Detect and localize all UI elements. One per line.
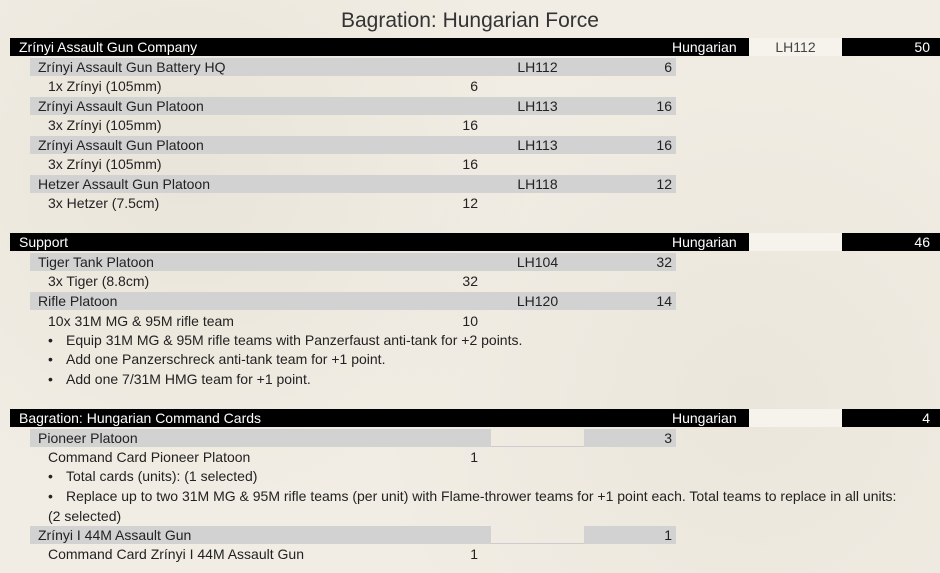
item-row: [48, 155, 478, 173]
unit-points: 16: [656, 98, 672, 114]
unit-points: 3: [664, 430, 672, 446]
section-code: [749, 233, 842, 251]
unit-points: 32: [656, 254, 672, 270]
item-points: 12: [462, 195, 478, 211]
unit-name: Zrínyi Assault Gun Platoon: [38, 98, 204, 114]
bullet-glyph: •: [48, 332, 53, 348]
item-name: Command Card Pioneer Platoon: [48, 449, 251, 465]
item-points: 1: [470, 449, 478, 465]
section-nation: Hungarian: [672, 234, 737, 250]
section-name: Zrínyi Assault Gun Company: [19, 39, 198, 55]
option-text: Equip 31M MG & 95M rifle teams with Panzerfaust anti-tank for +2 points.: [66, 332, 523, 348]
unit-points: 14: [656, 293, 672, 309]
item-points: 16: [462, 117, 478, 133]
option-text: Add one Panzerschreck anti-tank team for +1 point.: [66, 351, 386, 367]
unit-name: Tiger Tank Platoon: [38, 254, 154, 270]
item-row: [48, 116, 478, 134]
section-nation: Hungarian: [672, 410, 737, 426]
unit-name: Pioneer Platoon: [38, 430, 138, 446]
section-header-zrinyi-company[interactable]: [10, 38, 940, 56]
item-name: 3x Zrínyi (105mm): [48, 156, 162, 172]
item-points: 10: [462, 313, 478, 329]
option-text: Total cards (units): (1 selected): [66, 468, 258, 484]
unit-points: 12: [656, 176, 672, 192]
unit-name: Rifle Platoon: [38, 293, 118, 309]
item-name: Command Card Zrínyi I 44M Assault Gun: [48, 546, 304, 562]
item-row: [48, 272, 478, 290]
item-row: [48, 312, 478, 330]
page-title: Bagration: Hungarian Force: [341, 9, 599, 32]
option-bullet[interactable]: [48, 350, 908, 370]
item-points: 1: [470, 546, 478, 562]
unit-name: Zrínyi I 44M Assault Gun: [38, 527, 192, 543]
item-row: [48, 545, 478, 563]
item-row: [48, 77, 478, 95]
unit-points: 1: [664, 527, 672, 543]
item-name: 10x 31M MG & 95M rifle team: [48, 313, 234, 329]
bullet-glyph: •: [48, 351, 53, 367]
unit-points: 16: [656, 137, 672, 153]
option-bullet[interactable]: [48, 370, 908, 390]
unit-code: LH118: [491, 175, 584, 193]
section-code: [749, 409, 842, 427]
item-points: 16: [462, 156, 478, 172]
section-points: 46: [914, 234, 930, 250]
section-header-command-cards[interactable]: [10, 409, 940, 427]
item-row: [48, 448, 478, 466]
unit-points: 6: [664, 59, 672, 75]
unit-name: Zrínyi Assault Gun Battery HQ: [38, 59, 226, 75]
unit-code: LH104: [491, 253, 584, 271]
section-header-support[interactable]: [10, 233, 940, 251]
bullet-glyph: •: [48, 488, 53, 504]
option-bullet[interactable]: [48, 487, 908, 526]
option-text: Replace up to two 31M MG & 95M rifle teams (per unit) with Flame-thrower teams for +1 point each. Total teams to replace in all units: (2 selected): [48, 488, 897, 524]
unit-code: LH113: [491, 97, 584, 115]
unit-code: LH113: [491, 136, 584, 154]
section-name: Bagration: Hungarian Command Cards: [19, 410, 262, 426]
section-points: 4: [922, 410, 930, 426]
section-nation: Hungarian: [672, 39, 737, 55]
section-name: Support: [19, 234, 69, 250]
item-name: 3x Tiger (8.8cm): [48, 273, 150, 289]
bullet-glyph: •: [48, 371, 53, 387]
unit-name: Zrínyi Assault Gun Platoon: [38, 137, 204, 153]
unit-code: LH112: [491, 58, 584, 76]
item-points: 6: [470, 78, 478, 94]
bullet-glyph: •: [48, 468, 53, 484]
option-bullet[interactable]: [48, 331, 908, 351]
item-name: 3x Zrínyi (105mm): [48, 117, 162, 133]
unit-code: [491, 526, 584, 544]
item-name: 1x Zrínyi (105mm): [48, 78, 162, 94]
item-points: 32: [462, 273, 478, 289]
option-text: Add one 7/31M HMG team for +1 point.: [66, 371, 311, 387]
option-bullet[interactable]: [48, 467, 908, 487]
item-row: [48, 194, 478, 212]
unit-code: [491, 429, 584, 447]
section-code: LH112: [749, 38, 842, 56]
unit-name: Hetzer Assault Gun Platoon: [38, 176, 210, 192]
unit-code: LH120: [491, 292, 584, 310]
section-points: 50: [914, 39, 930, 55]
item-name: 3x Hetzer (7.5cm): [48, 195, 160, 211]
